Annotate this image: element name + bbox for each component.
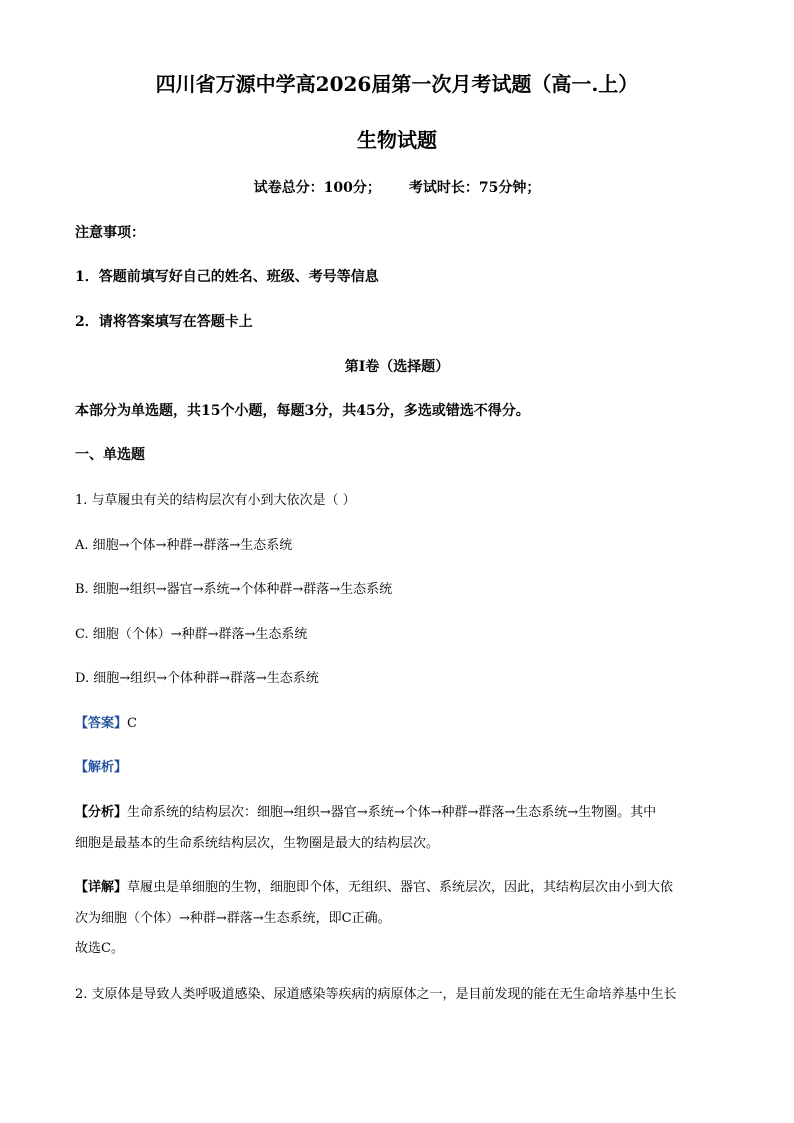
total-score: 试卷总分：100分； (253, 180, 381, 196)
analysis-line (75, 756, 127, 775)
xiangjie-text-1: 草履虫是单细胞的生物，细胞即个体，无组织、器官、系统层次，因此，其结构层次由小到大依 (127, 880, 674, 895)
question-2-stem: 2. 支原体是导致人类呼吸道感染、尿道感染等疾病的病原体之一，是目前发现的能在无生命培养基中生长 (75, 987, 677, 1002)
answer-line (75, 712, 137, 731)
fenxi-line-2: 细胞是最基本的生命系统结构层次，生物圈是最大的结构层次。 (75, 836, 440, 851)
fenxi-label: 【分析】 (75, 805, 128, 820)
analysis-label: 【解析】 (75, 760, 128, 775)
answer-value: C (127, 716, 137, 731)
exam-time: 考试时长：75分钟； (408, 180, 541, 196)
notice-item-1: 1．答题前填写好自己的姓名、班级、考号等信息 (75, 269, 379, 285)
exam-info (0, 177, 794, 197)
notice-item-2: 2．请将答案填写在答题卡上 (75, 314, 253, 330)
question-1-stem: 1. 与草履虫有关的结构层次有小到大依次是（ ） (75, 493, 356, 508)
exam-title: 四川省万源中学高2026届第一次月考试题（高一.上） (155, 72, 639, 96)
subject-title: 生物试题 (357, 128, 437, 152)
conclusion-line: 故选C。 (75, 941, 124, 956)
xiangjie-line-1 (75, 876, 673, 895)
notice-heading: 注意事项： (75, 225, 145, 241)
question-1-option-b: B. 细胞→组织→器官→系统→个体种群→群落→生态系统 (75, 582, 393, 597)
xiangjie-label: 【详解】 (75, 880, 128, 895)
question-1-option-c: C. 细胞（个体）→种群→群落→生态系统 (75, 627, 308, 642)
fenxi-text-1: 生命系统的结构层次：细胞→组织→器官→系统→个体→种群→群落→生态系统→生物圈。其中 (127, 805, 657, 820)
part-title: 一、单选题 (75, 447, 145, 463)
question-1-option-a: A. 细胞→个体→种群→群落→生态系统 (75, 538, 293, 553)
volume-title: 第I卷（选择题） (344, 359, 450, 375)
fenxi-line-1 (75, 801, 656, 820)
section-instructions: 本部分为单选题，共15个小题，每题3分，共45分，多选或错选不得分。 (75, 403, 530, 419)
answer-label: 【答案】 (75, 716, 128, 731)
question-1-option-d: D. 细胞→组织→个体种群→群落→生态系统 (75, 671, 319, 686)
xiangjie-line-2: 次为细胞（个体）→种群→群落→生态系统，即C正确。 (75, 911, 391, 926)
